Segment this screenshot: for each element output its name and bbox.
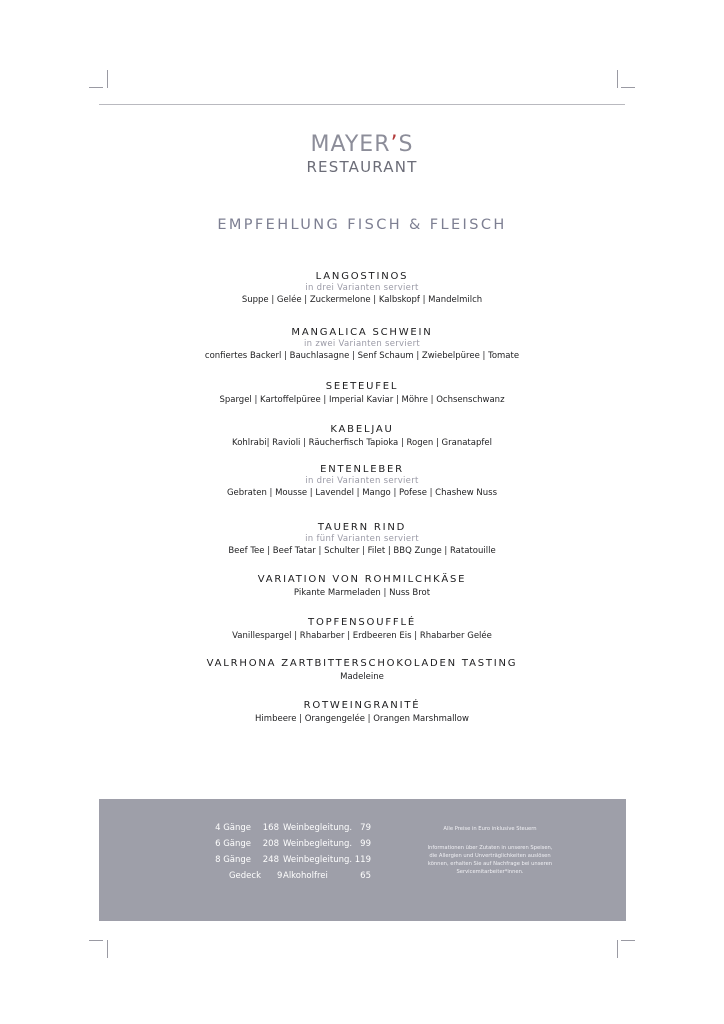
course-note: in drei Varianten serviert <box>305 283 419 293</box>
course-items: Pikante Marmeladen | Nuss Brot <box>293 588 431 598</box>
course-items: Suppe | Gelée | Zuckermelone | Kalbskopf | Mandelmilch <box>241 295 483 305</box>
course-items: Madeleine <box>340 672 384 682</box>
allergy-line: Servicemitarbeiter*innen. <box>456 869 524 875</box>
restaurant-logo <box>0 134 724 177</box>
course-note: in zwei Varianten serviert <box>303 339 421 349</box>
price-value: 119 <box>354 855 371 865</box>
course-item <box>0 381 724 424</box>
logo-name-main: MAYER <box>310 132 391 157</box>
course-item <box>0 658 724 700</box>
course-note: in drei Varianten serviert <box>305 476 419 486</box>
price-label: 8 Gänge <box>215 855 251 865</box>
course-items: Beef Tee | Beef Tatar | Schulter | Filet | BBQ Zunge | Ratatouille <box>228 546 496 556</box>
allergy-line: können, erhalten Sie auf Nachfrage bei unseren <box>427 861 553 867</box>
course-list <box>0 271 724 730</box>
crop-mark <box>617 940 618 958</box>
course-item <box>0 617 724 658</box>
price-value: 168 <box>262 823 279 833</box>
price-label: 6 Gänge <box>215 839 251 849</box>
course-item <box>0 700 724 730</box>
crop-mark <box>89 87 103 88</box>
course-name: TOPFENSOUFFLÉ <box>308 617 416 628</box>
crop-mark <box>617 70 618 88</box>
menu-heading: EMPFEHLUNG FISCH & FLEISCH <box>217 217 507 233</box>
allergy-line: Informationen über Zutaten in unseren Speisen, <box>427 845 553 851</box>
course-name: TAUERN RIND <box>317 522 407 533</box>
crop-mark <box>89 940 103 941</box>
price-label: Weinbegleitung. <box>283 855 353 865</box>
price-notes <box>405 825 575 833</box>
course-name: SEETEUFEL <box>325 381 399 392</box>
price-value: 99 <box>360 839 371 849</box>
crop-mark <box>107 70 108 88</box>
course-item <box>0 464 724 522</box>
logo-apostrophe: ’ <box>390 132 399 157</box>
price-row <box>179 868 283 884</box>
course-item <box>0 327 724 381</box>
tax-note: Alle Preise in Euro inklusive Steuern <box>443 826 537 832</box>
price-footer <box>99 799 626 921</box>
price-value: 248 <box>262 855 279 865</box>
course-name: ENTENLEBER <box>320 464 404 475</box>
course-items: Spargel | Kartoffelpüree | Imperial Kaviar | Möhre | Ochsenschwanz <box>219 395 505 405</box>
course-item <box>0 271 724 327</box>
allergy-line: die Allergien und Unverträglichkeiten auslösen <box>429 853 551 859</box>
crop-mark <box>621 87 635 88</box>
price-label: Weinbegleitung. <box>283 823 353 833</box>
logo-name-end: S <box>398 132 414 157</box>
course-item <box>0 424 724 464</box>
course-name: ROTWEINGRANITÉ <box>303 700 421 711</box>
course-items: Himbeere | Orangengelée | Orangen Marshmallow <box>255 714 469 724</box>
price-row <box>283 868 371 884</box>
course-items: Gebraten | Mousse | Lavendel | Mango | Pofese | Chashew Nuss <box>226 488 498 498</box>
allergy-note <box>405 844 575 876</box>
price-row <box>283 852 371 868</box>
logo-name <box>0 134 724 156</box>
price-row <box>179 836 279 852</box>
course-items: Kohlrabi| Ravioli | Räucherfisch Tapioka | Rogen | Granatapfel <box>232 438 492 448</box>
logo-subtitle: RESTAURANT <box>306 158 418 176</box>
price-row <box>179 852 279 868</box>
price-row <box>283 836 371 852</box>
course-name: MANGALICA SCHWEIN <box>291 327 433 338</box>
price-row <box>179 820 279 836</box>
course-name: VARIATION VON ROHMILCHKÄSE <box>257 574 467 585</box>
course-item <box>0 574 724 617</box>
course-name: LANGOSTINOS <box>315 271 409 282</box>
price-label: Gedeck <box>228 871 261 881</box>
course-name: KABELJAU <box>330 424 394 435</box>
course-item <box>0 522 724 574</box>
course-items: confiertes Backerl | Bauchlasagne | Senf Schaum | Zwiebelpüree | Tomate <box>204 351 520 361</box>
price-value: 9 <box>277 871 283 881</box>
price-label: Alkoholfrei <box>283 871 328 881</box>
top-divider <box>99 104 625 105</box>
course-note: in fünf Varianten serviert <box>305 534 419 544</box>
menu-prices <box>179 820 283 884</box>
crop-mark <box>107 940 108 958</box>
price-value: 65 <box>360 871 371 881</box>
pairing-prices <box>283 820 371 884</box>
price-value: 79 <box>360 823 371 833</box>
price-label: 4 Gänge <box>215 823 251 833</box>
price-label: Weinbegleitung. <box>283 839 353 849</box>
course-name: VALRHONA ZARTBITTERSCHOKOLADEN TASTING <box>206 658 518 669</box>
course-items: Vanillespargel | Rhabarber | Erdbeeren Eis | Rhabarber Gelée <box>232 631 492 641</box>
crop-mark <box>621 940 635 941</box>
price-row <box>283 820 371 836</box>
price-value: 208 <box>262 839 279 849</box>
